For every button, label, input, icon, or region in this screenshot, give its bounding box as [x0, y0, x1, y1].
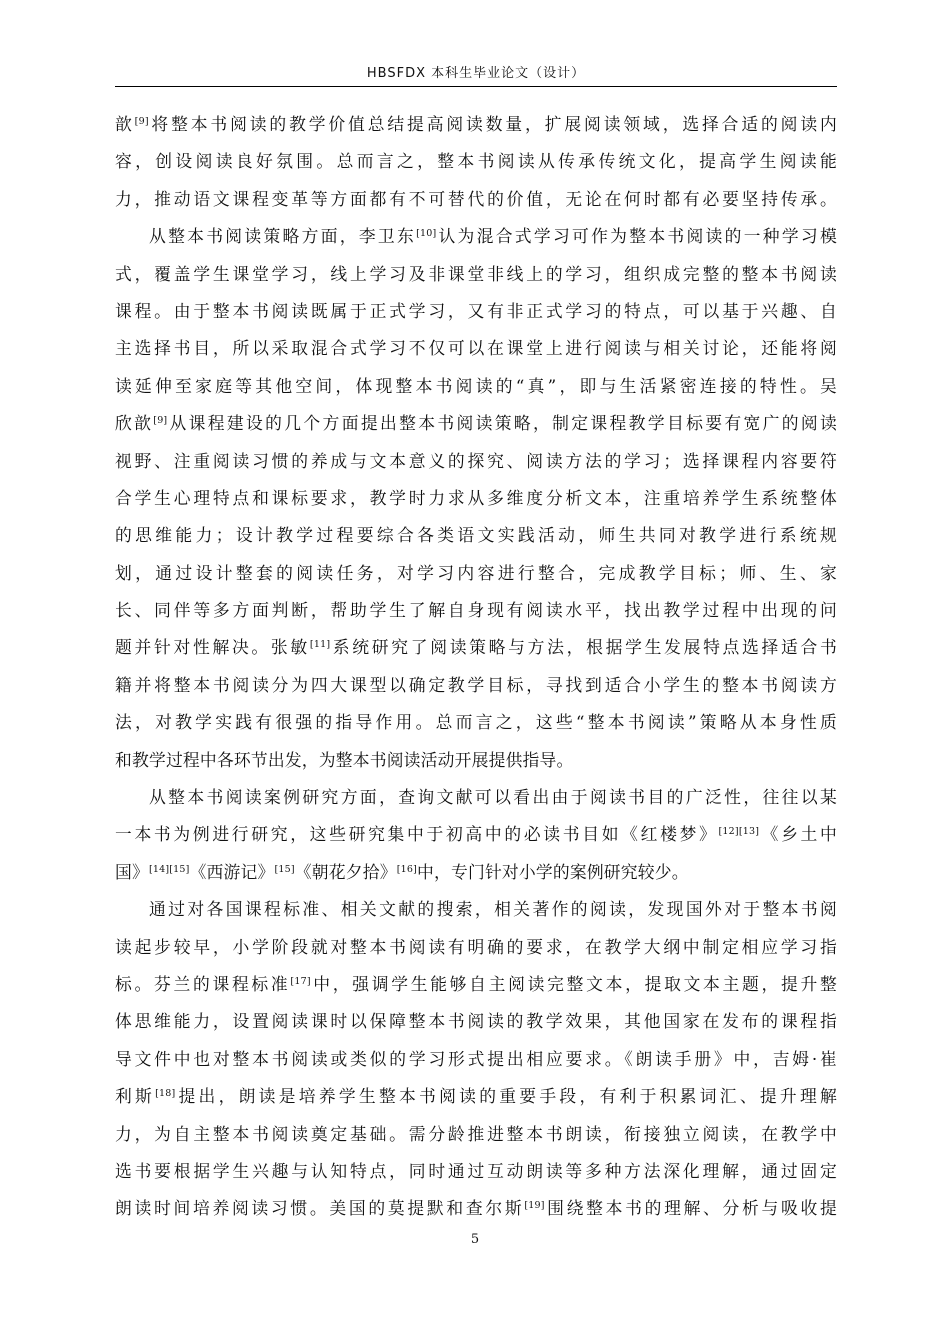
body-line [115, 1116, 837, 1153]
body-line [115, 256, 837, 293]
text-run: 中，专门针对小学的案例研究较少。 [417, 861, 689, 882]
body-line [115, 1003, 837, 1040]
text-run: 通过对各国课程标准、相关文献的搜索，相关著作的阅读，发现国外对于整本书阅 [149, 899, 837, 920]
citation-ref: [16] [396, 863, 418, 875]
text-run: 力，为自主整本书阅读奠定基础。需分龄推进整本书朗读，衔接独立阅读，在教学中 [115, 1123, 837, 1144]
citation-ref: [12][13] [718, 826, 760, 838]
paragraph-last-line [115, 742, 837, 779]
text-run: 围绕整本书的理解、分析与吸收提 [544, 1198, 837, 1219]
paragraph-first-line [115, 891, 837, 928]
paragraph-first-line [115, 779, 837, 816]
text-run: 课程。由于整本书阅读既属于正式学习，又有非正式学习的特点，可以基于兴趣、自 [115, 300, 837, 321]
text-run: 一本书为例进行研究，这些研究集中于初高中的必读书目如《红楼梦》 [115, 824, 719, 845]
text-run: 中，强调学生能够自主阅读完整文本，提取文本主题，提升整 [310, 973, 837, 994]
running-header: HBSFDX 本科生毕业论文（设计） [366, 66, 586, 81]
text-run: 《西游记》 [189, 861, 275, 882]
text-run: 朗读时间培养阅读习惯。美国的莫提默和查尔斯 [115, 1198, 525, 1219]
body-line [115, 816, 837, 853]
body-line [115, 293, 837, 330]
text-run: 划，通过设计整套的阅读任务，对学习内容进行整合，完成教学目标；师、生、家 [115, 562, 837, 583]
body-text [115, 106, 837, 1228]
body-line [115, 517, 837, 554]
text-run: 利斯 [115, 1086, 156, 1107]
text-run: 读起步较早，小学阶段就对整本书阅读有明确的要求，在教学大纲中制定相应学习指 [115, 936, 837, 957]
text-run: 从课程建设的几个方面提出整本书阅读策略，制定课程教学目标要有宽广的阅读 [167, 413, 837, 434]
body-line [115, 555, 837, 592]
body-line [115, 667, 837, 704]
body-line [115, 368, 837, 405]
text-run: 导文件中也对整本书阅读或类似的学习形式提出相应要求。《朗读手册》中，吉姆·崔 [115, 1048, 837, 1069]
text-run: 系统研究了阅读策略与方法，根据学生发展特点选择适合书 [330, 637, 837, 658]
text-run: 从整本书阅读案例研究方面，查询文献可以看出由于阅读书目的广泛性，往往以某 [149, 787, 837, 808]
citation-ref: [14][15] [148, 863, 190, 875]
body-line [115, 929, 837, 966]
body-line [115, 629, 837, 666]
text-run: 选书要根据学生兴趣与认知特点，同时通过互动朗读等多种方法深化理解，通过固定 [115, 1160, 837, 1181]
citation-ref: [11] [309, 639, 331, 651]
body-line [115, 1078, 837, 1115]
paragraph-last-line [115, 854, 837, 891]
text-run: 主选择书目，所以采取混合式学习不仅可以在课堂上进行阅读与相关讨论，还能将阅 [115, 338, 837, 359]
text-run: 法，对教学实践有很强的指导作用。总而言之，这些“整本书阅读”策略从本身性质 [115, 712, 837, 733]
body-line [115, 330, 837, 367]
text-run: 和教学过程中各环节出发，为整本书阅读活动开展提供指导。 [115, 749, 574, 770]
body-line [115, 592, 837, 629]
text-run: 《乡土中 [759, 824, 837, 845]
text-run: 长、同伴等多方面判断，帮助学生了解自身现有阅读水平，找出教学过程中出现的问 [115, 600, 837, 621]
page-number: 5 [470, 1232, 480, 1247]
paragraph-first-line [115, 218, 837, 255]
citation-ref: [17] [290, 975, 311, 987]
body-line [115, 480, 837, 517]
body-line [115, 966, 837, 1003]
text-run: 国》 [115, 861, 149, 882]
text-run: 题并针对性解决。张敏 [115, 637, 310, 658]
text-run: 认为混合式学习可作为整本书阅读的一种学习模 [436, 226, 837, 247]
body-line [115, 181, 837, 218]
body-line [115, 704, 837, 741]
body-line [115, 443, 837, 480]
text-run: 将整本书阅读的教学价值总结提高阅读数量，扩展阅读领域，选择合适的阅读内 [148, 114, 837, 134]
body-line [115, 1153, 837, 1190]
body-line [115, 405, 837, 442]
text-run: 欣歆 [115, 413, 154, 434]
text-run: 的思维能力；设计教学过程要综合各类语文实践活动，师生共同对教学进行系统规 [115, 525, 837, 546]
text-run: 从整本书阅读策略方面，李卫东 [149, 226, 417, 247]
header-divider [115, 86, 837, 87]
body-line [115, 1041, 837, 1078]
text-run: 力，推动语文课程变革等方面都有不可替代的价值，无论在何时都有必要坚持传承。 [115, 188, 837, 209]
body-line [115, 106, 837, 143]
text-run: 提出，朗读是培养学生整本书阅读的重要手段，有利于积累词汇、提升理解 [175, 1086, 837, 1107]
body-line [115, 143, 837, 180]
citation-ref: [9] [153, 415, 168, 427]
citation-ref: [9] [134, 116, 149, 127]
citation-ref: [10] [416, 228, 437, 240]
text-run: 歆 [115, 114, 135, 134]
text-run: 视野、注重阅读习惯的养成与文本意义的探究、阅读方法的学习；选择课程内容要符 [115, 450, 837, 471]
text-run: 合学生心理特点和课标要求，教学时力求从多维度分析文本，注重培养学生系统整体 [115, 487, 837, 508]
text-run: 籍并将整本书阅读分为四大课型以确定教学目标，寻找到适合小学生的整本书阅读方 [115, 674, 837, 695]
text-run: 《朝花夕拾》 [294, 861, 397, 882]
text-run: 标。芬兰的课程标准 [115, 973, 291, 994]
citation-ref: [19] [524, 1200, 545, 1212]
text-run: 体思维能力，设置阅读课时以保障整本书阅读的教学效果，其他国家在发布的课程指 [115, 1011, 837, 1032]
citation-ref: [18] [155, 1088, 176, 1100]
text-run: 读延伸至家庭等其他空间，体现整本书阅读的“真”，即与生活紧密连接的特性。吴 [115, 375, 837, 396]
citation-ref: [15] [274, 863, 295, 875]
text-run: 容，创设阅读良好氛围。总而言之，整本书阅读从传承传统文化，提高学生阅读能 [115, 151, 837, 172]
body-line [115, 1190, 837, 1227]
text-run: 式，覆盖学生课堂学习，线上学习及非课堂非线上的学习，组织成完整的整本书阅读 [115, 263, 837, 284]
